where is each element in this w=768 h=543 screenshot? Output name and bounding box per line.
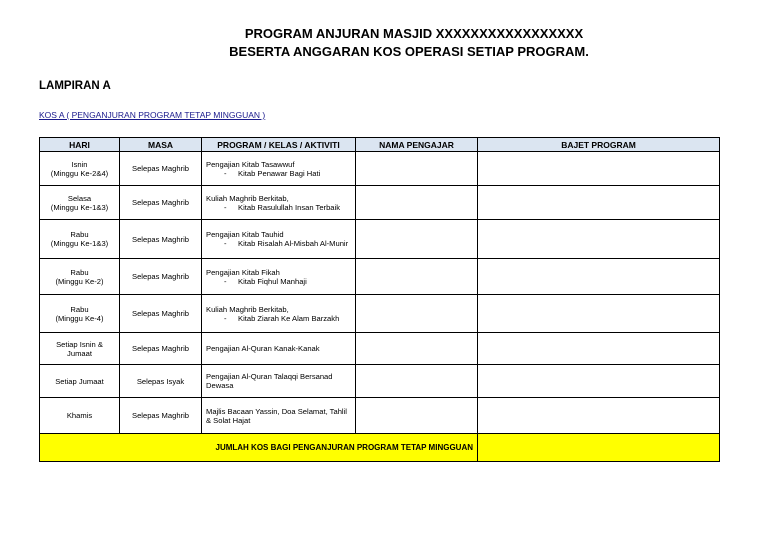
column-header-hari: HARI [40, 138, 120, 152]
masa-cell: Selepas Maghrib [120, 220, 202, 259]
column-header-masa: MASA [120, 138, 202, 152]
nama-pengajar-cell [356, 295, 478, 333]
document-title: PROGRAM ANJURAN MASJID XXXXXXXXXXXXXXXXX [244, 26, 584, 41]
document-subtitle: BESERTA ANGGARAN KOS OPERASI SETIAP PROGRAM. [229, 44, 589, 59]
program-cell: Pengajian Kitab Tauhid - Kitab Risalah Al-Misbah Al-Munir [202, 220, 356, 259]
table-header-row [40, 138, 720, 152]
table-row [40, 365, 720, 398]
column-header-bajet-program: BAJET PROGRAM [478, 138, 720, 152]
bajet-program-cell [478, 398, 720, 434]
masa-cell: Selepas Maghrib [120, 295, 202, 333]
bajet-program-cell [478, 186, 720, 220]
table-row [40, 220, 720, 259]
column-header-program: PROGRAM / KELAS / AKTIVITI [202, 138, 356, 152]
program-cell: Pengajian Al-Quran Kanak-Kanak [202, 333, 356, 365]
bajet-program-cell [478, 365, 720, 398]
bajet-program-cell [478, 220, 720, 259]
masa-cell: Selepas Isyak [120, 365, 202, 398]
hari-cell: Setiap Jumaat [40, 365, 120, 398]
masa-cell: Selepas Maghrib [120, 186, 202, 220]
program-cell: Pengajian Al-Quran Talaqqi Bersanad Dewasa [202, 365, 356, 398]
program-cell: Kuliah Maghrib Berkitab, - Kitab Ziarah Ke Alam Barzakh [202, 295, 356, 333]
hari-cell: Isnin (Minggu Ke-2&4) [40, 152, 120, 186]
hari-cell: Khamis [40, 398, 120, 434]
masa-cell: Selepas Maghrib [120, 333, 202, 365]
bajet-program-cell [478, 259, 720, 295]
table-row [40, 295, 720, 333]
hari-cell: Rabu (Minggu Ke-1&3) [40, 220, 120, 259]
total-bajet-cell [478, 434, 720, 462]
hari-cell: Rabu (Minggu Ke-2) [40, 259, 120, 295]
column-header-nama-pengajar: NAMA PENGAJAR [356, 138, 478, 152]
program-cell: Pengajian Kitab Tasawwuf - Kitab Penawar Bagi Hati [202, 152, 356, 186]
nama-pengajar-cell [356, 365, 478, 398]
nama-pengajar-cell [356, 220, 478, 259]
bajet-program-cell [478, 295, 720, 333]
hari-cell: Setiap Isnin & Jumaat [40, 333, 120, 365]
table-row [40, 333, 720, 365]
masa-cell: Selepas Maghrib [120, 259, 202, 295]
masa-cell: Selepas Maghrib [120, 398, 202, 434]
masa-cell: Selepas Maghrib [120, 152, 202, 186]
hari-cell: Selasa (Minggu Ke-1&3) [40, 186, 120, 220]
nama-pengajar-cell [356, 186, 478, 220]
bajet-program-cell [478, 152, 720, 186]
total-row [40, 434, 720, 462]
nama-pengajar-cell [356, 259, 478, 295]
table-row [40, 152, 720, 186]
table-row [40, 259, 720, 295]
program-cell: Pengajian Kitab Fikah - Kitab Fiqhul Manhaji [202, 259, 356, 295]
bajet-program-cell [478, 333, 720, 365]
program-cell: Kuliah Maghrib Berkitab, - Kitab Rasulullah Insan Terbaik [202, 186, 356, 220]
nama-pengajar-cell [356, 398, 478, 434]
program-table [39, 137, 720, 462]
lampiran-label: LAMPIRAN A [39, 80, 111, 92]
table-row [40, 186, 720, 220]
kos-heading: KOS A ( PENGANJURAN PROGRAM TETAP MINGGUAN ) [39, 110, 266, 120]
total-label: JUMLAH KOS BAGI PENGANJURAN PROGRAM TETAP MINGGUAN [40, 434, 478, 462]
table-row [40, 398, 720, 434]
nama-pengajar-cell [356, 152, 478, 186]
nama-pengajar-cell [356, 333, 478, 365]
hari-cell: Rabu (Minggu Ke-4) [40, 295, 120, 333]
program-cell: Majlis Bacaan Yassin, Doa Selamat, Tahlil & Solat Hajat [202, 398, 356, 434]
